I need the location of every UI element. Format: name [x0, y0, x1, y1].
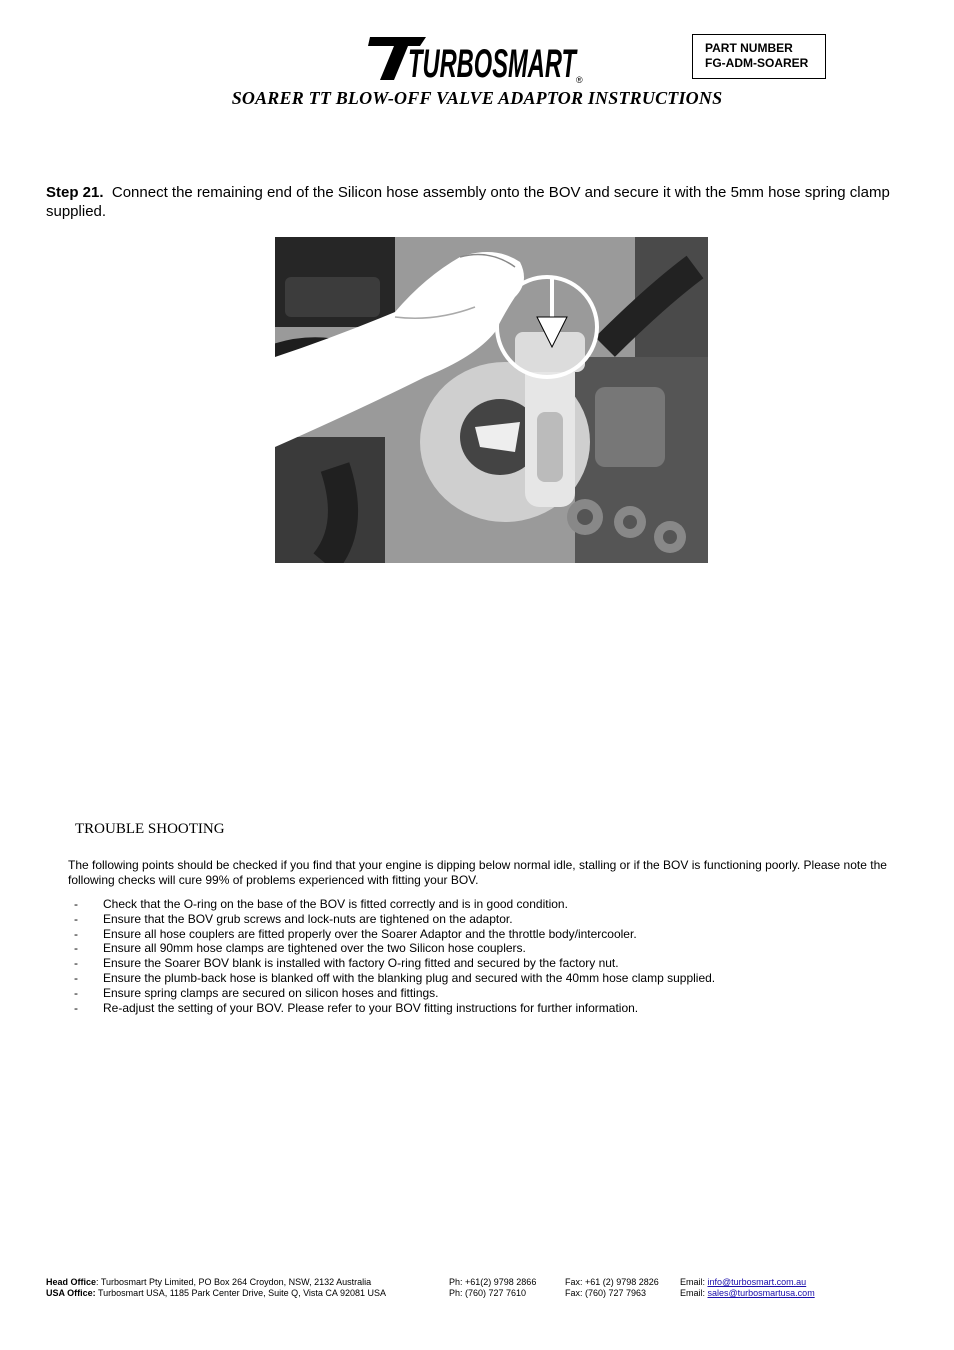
list-item	[68, 986, 918, 1001]
usa-office-fax: Fax: (760) 727 7963	[565, 1288, 647, 1298]
usa-office-label: USA Office:	[46, 1288, 96, 1298]
list-bullet: -	[74, 970, 78, 985]
list-item-text: Ensure all hose couplers are fitted properly over the Soarer Adaptor and the throttle body/intercooler.	[103, 926, 637, 941]
list-bullet: -	[74, 985, 78, 1000]
list-item	[68, 956, 918, 971]
part-number-label: PART NUMBER	[705, 41, 793, 55]
step-instruction	[46, 183, 916, 221]
list-bullet: -	[74, 926, 78, 941]
registered-mark: ®	[576, 75, 583, 85]
turbosmart-logo	[368, 34, 588, 86]
list-item-text: Ensure that the BOV grub screws and lock-nuts are tightened on the adaptor.	[103, 911, 513, 926]
head-office-address: : Turbosmart Pty Limited, PO Box 264 Croydon, NSW, 2132 Australia	[96, 1277, 372, 1287]
head-office-label: Head Office	[46, 1277, 97, 1287]
turbosmart-logo-graphic	[368, 34, 588, 86]
list-item-text: Ensure spring clamps are secured on silicon hoses and fittings.	[103, 985, 439, 1000]
head-office-email-label: Email:	[680, 1277, 708, 1287]
footer-contacts	[46, 1277, 926, 1299]
head-office-phone: Ph: +61(2) 9798 2866	[449, 1277, 537, 1287]
list-item	[68, 927, 918, 942]
list-item	[68, 897, 918, 912]
footer-head-office	[46, 1277, 926, 1288]
logo-text: TURBOSMART	[408, 42, 579, 86]
part-number-box	[692, 34, 826, 79]
list-bullet: -	[74, 897, 78, 911]
list-item-text: Re-adjust the setting of your BOV. Please refer to your BOV fitting instructions for further information.	[103, 1000, 639, 1015]
usa-office-email-label: Email:	[680, 1288, 708, 1298]
head-office-email-link[interactable]: info@turbosmart.com.au	[707, 1277, 807, 1287]
engine-bay-photo	[275, 237, 708, 563]
list-item	[68, 971, 918, 986]
troubleshooting-intro: The following points should be checked if you find that your engine is dipping below normal idle, stalling or if the BOV is functioning poorly. Please note the following checks will cure 99% of problems experienced with fitting your BOV.	[68, 858, 887, 887]
list-item	[68, 1001, 918, 1016]
usa-office-email-link[interactable]: sales@turbosmartusa.com	[707, 1288, 815, 1298]
list-item-text: Ensure the plumb-back hose is blanked off with the blanking plug and secured with the 40mm hose clamp supplied.	[103, 970, 716, 985]
list-bullet: -	[74, 956, 78, 971]
list-item-text: Ensure all 90mm hose clamps are tightened over the two Silicon hose couplers.	[103, 941, 526, 956]
list-bullet: -	[74, 941, 78, 956]
troubleshooting-list	[68, 897, 918, 1015]
usa-office-phone: Ph: (760) 727 7610	[449, 1288, 527, 1298]
list-item	[68, 912, 918, 927]
troubleshooting-heading: TROUBLE SHOOTING	[75, 821, 225, 837]
part-number-value: FG-ADM-SOARER	[705, 56, 809, 70]
usa-office-address: Turbosmart USA, 1185 Park Center Drive, Suite Q, Vista CA 92081 USA	[95, 1288, 386, 1298]
step-label: Step 21.	[46, 184, 104, 201]
list-item-text: Ensure the Soarer BOV blank is installed with factory O-ring fitted and secured by the factory nut.	[103, 956, 619, 971]
list-item-text: Check that the O-ring on the base of the BOV is fitted correctly and is in good condition.	[103, 897, 568, 911]
list-bullet: -	[74, 1000, 78, 1015]
footer-usa-office	[46, 1288, 926, 1299]
step-text: Connect the remaining end of the Silicon hose assembly onto the BOV and secure it with the 5mm hose spring clamp supplied.	[46, 184, 890, 220]
document-title: SOARER TT BLOW-OFF VALVE ADAPTOR INSTRUCTIONS	[231, 88, 723, 108]
head-office-fax: Fax: +61 (2) 9798 2826	[565, 1277, 659, 1287]
list-bullet: -	[74, 911, 78, 926]
list-item	[68, 941, 918, 956]
